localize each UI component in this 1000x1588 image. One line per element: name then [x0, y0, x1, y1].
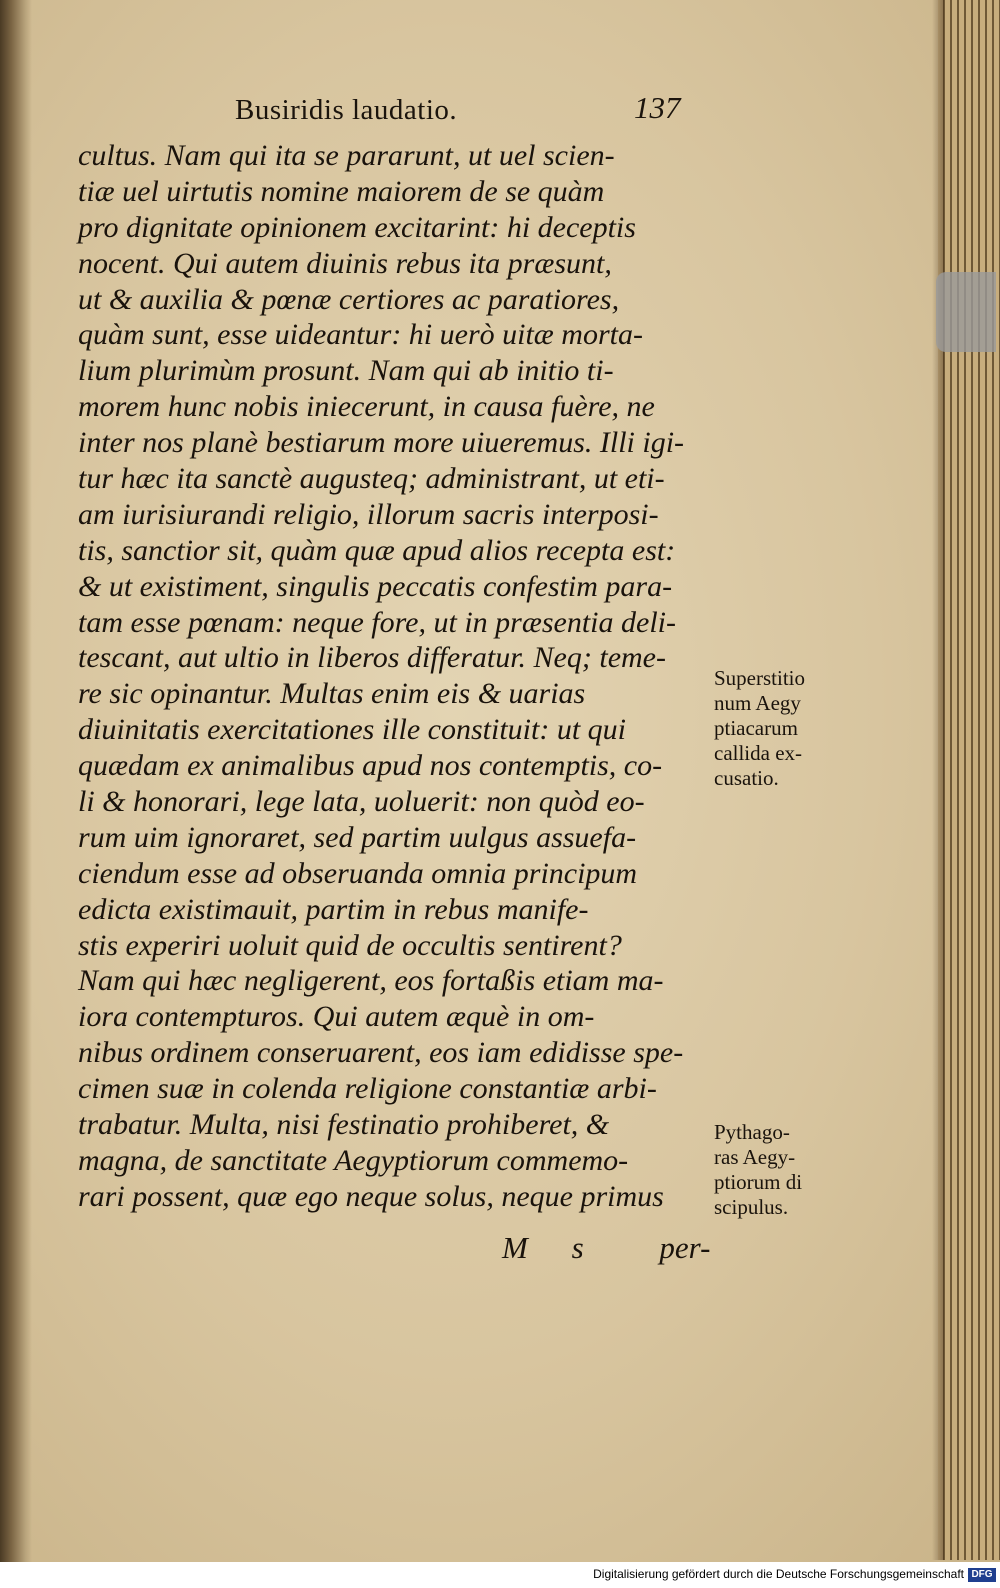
text-line: trabatur. Multa, nisi festinatio prohiberet, &: [78, 1108, 610, 1142]
text-line: & ut existiment, singulis peccatis confestim para-: [78, 569, 673, 603]
footer-credit-text: Digitalisierung gefördert durch die Deutsche Forschungsgemeinschaft: [593, 1567, 964, 1581]
marginal-note-line: callida ex-: [714, 741, 803, 765]
text-line: magna, de sanctitate Aegyptiorum commemo-: [78, 1143, 629, 1177]
marginal-note-line: ras Aegy-: [714, 1145, 796, 1169]
text-line: rari possent, quæ ego neque solus, neque primus: [78, 1179, 664, 1213]
marginal-note-line: Pythago-: [714, 1120, 790, 1144]
text-line: stis experiri uoluit quid de occultis sentirent?: [78, 928, 622, 962]
marginal-note-2: [714, 1120, 854, 1220]
text-line: tiæ uel uirtutis nomine maiorem de se quàm: [78, 174, 605, 208]
text-line: ciendum esse ad obseruanda omnia principum: [78, 856, 638, 890]
digitization-footer: [0, 1562, 1000, 1588]
text-line: inter nos planè bestiarum more uiueremus. Illi igi-: [78, 426, 685, 460]
text-line: rum uim ignoraret, sed partim uulgus assuefa-: [78, 820, 637, 854]
text-line: ut & auxilia & pœnæ certiores ac paratiores,: [78, 282, 620, 316]
text-line: quædam ex animalibus apud nos contemptis, co-: [78, 749, 663, 783]
text-line: morem hunc nobis iniecerunt, in causa fuère, ne: [78, 390, 655, 424]
catchword: per-: [659, 1230, 711, 1265]
signature-letter: s: [571, 1230, 584, 1265]
marginal-note-line: cusatio.: [714, 766, 779, 790]
text-line: edicta existimauit, partim in rebus manife-: [78, 892, 589, 926]
fore-edge-shadow: [932, 0, 944, 1560]
text-line: cultus. Nam qui ita se pararunt, ut uel scien-: [78, 139, 615, 172]
fore-edge-pages: [938, 0, 1000, 1560]
signature-mark: M: [502, 1230, 528, 1265]
book-spine-shadow: [0, 0, 32, 1562]
text-line: diuinitatis exercitationes ille constituit: ut qui: [78, 713, 626, 747]
page-number: 137: [634, 90, 681, 125]
running-head-title: Busiridis laudatio.: [235, 94, 458, 126]
text-line: tis, sanctior sit, quàm quæ apud alios recepta est:: [78, 533, 676, 567]
text-line: iora contempturos. Qui autem æquè in om-: [78, 1000, 595, 1034]
dfg-logo-icon: DFG: [968, 1568, 996, 1582]
text-line: nocent. Qui autem diuinis rebus ita præsunt,: [78, 246, 612, 280]
marginal-note-line: num Aegy: [714, 691, 801, 715]
text-line: re sic opinantur. Multas enim eis & uarias: [78, 677, 586, 711]
text-line: tescant, aut ultio in liberos differatur. Neq; teme-: [78, 641, 666, 675]
marginal-note-1: [714, 666, 854, 791]
text-line: quàm sunt, esse uideantur: hi uerò uitæ morta-: [78, 318, 643, 352]
text-line: cimen suæ in colenda religione constantiæ arbi-: [78, 1072, 657, 1106]
signature-line: [502, 1230, 742, 1266]
text-line: lium plurimùm prosunt. Nam qui ab initio ti-: [78, 354, 614, 388]
text-line: tam esse pœnam: neque fore, ut in præsentia deli-: [78, 605, 676, 639]
text-line: Nam qui hæc negligerent, eos fortaßis etiam ma-: [78, 964, 664, 998]
marginal-note-line: ptiacarum: [714, 716, 798, 740]
marginal-note-line: Superstitio: [714, 666, 806, 690]
text-line: tur hæc ita sanctè augusteq; administrant, ut eti-: [78, 462, 665, 496]
text-line: li & honorari, lege lata, uoluerit: non quòd eo-: [78, 785, 645, 819]
text-line: nibus ordinem conseruarent, eos iam edidisse spe-: [78, 1036, 684, 1070]
body-text: [78, 138, 728, 1215]
text-line: pro dignitate opinionem excitarint: hi deceptis: [78, 210, 636, 244]
marginal-note-line: scipulus.: [714, 1195, 789, 1219]
page-tab-marker: [936, 272, 996, 352]
text-line: am iurisiurandi religio, illorum sacris interposi-: [78, 497, 659, 531]
marginal-note-line: ptiorum di: [714, 1170, 803, 1194]
